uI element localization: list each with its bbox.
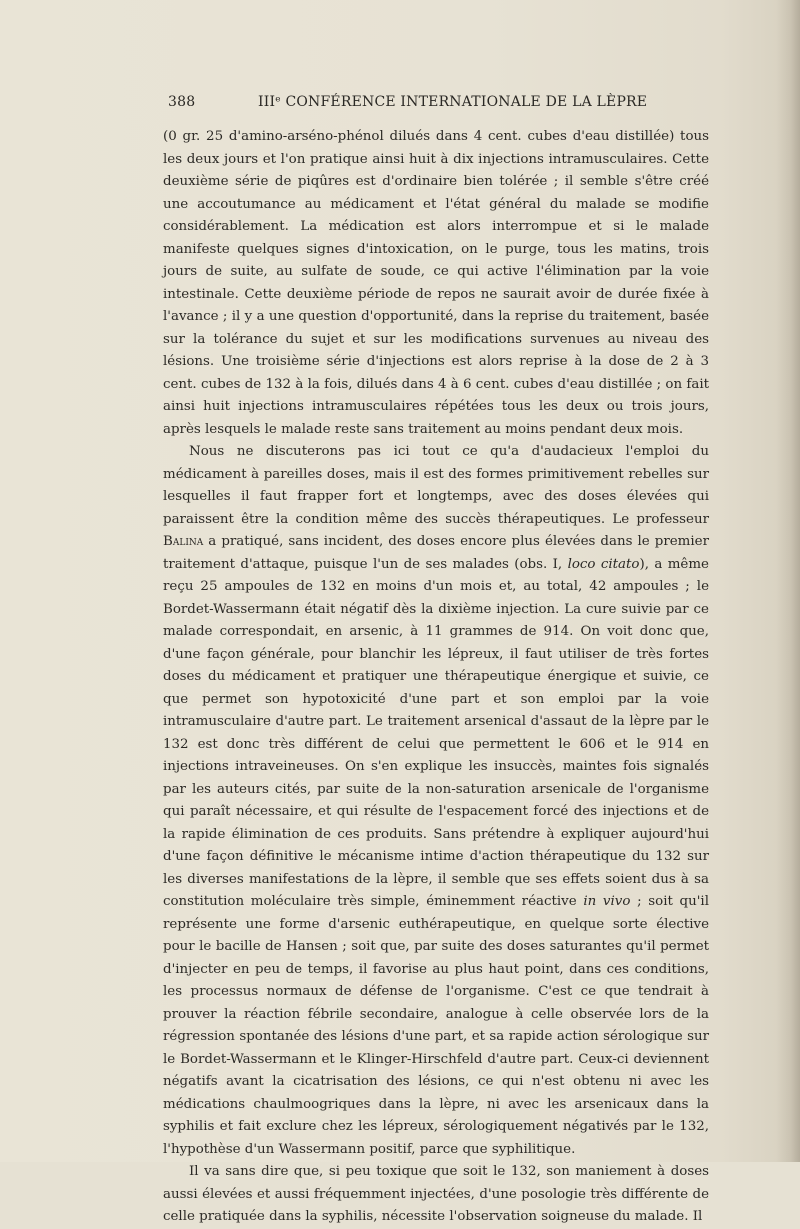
paragraph-2-text-c: ), a même reçu 25 ampoules de 132 en moins d'un mois et, au total, 42 ampoules ; le Bordet-Wassermann était négatif dès la dixième injection. La cure suivie par ce malade correspondait, en arsenic, à 11 grammes de 914. On voit donc que, d'une façon générale, pour blanchir les lépreux, il faut utiliser de très fortes doses du médicament et pratiquer une thérapeutique énergique et suivie, ce que permet son hypotoxicité d'une part et son emploi par la voie intramusculaire d'autre part. Le traitement arsenical d'assaut de la lèpre par le 132 est donc très différent de celui que permettent le 606 et le 914 en injections intraveineuses. On s'en explique les insuccès, maintes fois signalés par les auteurs cités, par suite de la non-saturation arsenicale de l'organisme qui paraît nécessaire, et qui résulte de l'espacement forcé des injections et de la rapide élimination de ces produits. Sans prétendre à expliquer aujourd'hui d'une façon définitive le mécanisme intime d'action thérapeutique du 132 sur les diverses manifestations de la lèpre, il semble que ses effets soient dus à sa constitution moléculaire très simple, éminemment réactive [163,556,709,909]
paragraph-1 [163,126,709,441]
italic-loco-citato: loco citato [567,556,640,572]
paragraph-1-text: (0 gr. 25 d'amino-arséno-phénol dilués dans 4 cent. cubes d'eau distillée) tous les deux jours et l'on pratique ainsi huit à dix injections intramusculaires. Cette deuxième série de piqûres est d'ordinaire bien tolérée ; il semble s'être créé une accoutumance au médicament et l'état général du malade se modifie considérablement. La médication est alors interrompue et si le malade manifeste quelques signes d'intoxication, on le purge, tous les matins, trois jours de suite, au sulfate de soude, ce qui active l'élimination par la voie intestinale. Cette deuxième période de repos ne saurait avoir de durée fixée à l'avance ; il y a une question d'opportunité, dans la reprise du traitement, basée sur la tolérance du sujet et sur les modifications survenues au niveau des lésions. Une troisième série d'injections est alors reprise à la dose de 2 à 3 cent. cubes de 132 à la fois, dilués dans 4 à 6 cent. cubes d'eau distillée ; on fait ainsi huit injections intramusculaires répétées tous les deux ou trois jours, après lesquels le malade reste sans traitement au moins pendant deux mois. [163,129,709,437]
paragraph-2 [163,441,709,1161]
author-name-balina: Balina [163,534,204,549]
page-number: 388 [168,94,196,110]
page-header [168,94,712,114]
paragraph-2-text-a: Nous ne discuterons pas ici tout ce qu'a d'audacieux l'emploi du médicament à pareilles doses, mais il est des formes primitivement rebelles sur lesquelles il faut frapper fort et longtemps, avec des doses élevées qui paraissent être la condition même des succès thérapeutiques. Le professeur [163,444,709,527]
paragraph-3 [163,1161,709,1229]
body-text [163,126,709,1229]
running-head: IIIᵉ CONFÉRENCE INTERNATIONALE DE LA LÈPRE [258,94,648,110]
page-edge-shadow [776,0,800,1162]
paragraph-2-text-b: a pratiqué, sans incident, des doses encore plus élevées dans le premier traitement d'attaque, puisque l'un de ses malades (obs. I, [163,534,709,572]
paragraph-2-text-d: ; soit qu'il représente une forme d'arsenic euthérapeutique, en quelque sorte élective pour le bacille de Hansen ; soit que, par suite des doses saturantes qu'il permet d'injecter en peu de temps, il favorise au plus haut point, dans ces conditions, les processus normaux de défense de l'organisme. C'est ce que tendrait à prouver la réaction fébrile secondaire, analogue à celle observée lors de la régression spontanée des lésions d'une part, et sa rapide action sérologique sur le Bordet-Wassermann et le Klinger-Hirschfeld d'autre part. Ceux-ci deviennent négatifs avant la cicatrisation des lésions, ce qui n'est obtenu ni avec les médications chaulmoogriques dans la lèpre, ni avec les arsenicaux dans la syphilis et fait exclure chez les lépreux, sérologiquement négativés par le 132, l'hypothèse d'un Wassermann positif, parce que syphilitique. [163,894,709,1157]
italic-in-vivo: in vivo [583,894,631,909]
paragraph-3-text: Il va sans dire que, si peu toxique que soit le 132, son maniement à doses aussi élevées et aussi fréquemment injectées, d'une posologie très différente de celle pratiquée dans la syphilis, nécessite l'observation soigneuse du malade. Il [163,1164,709,1224]
